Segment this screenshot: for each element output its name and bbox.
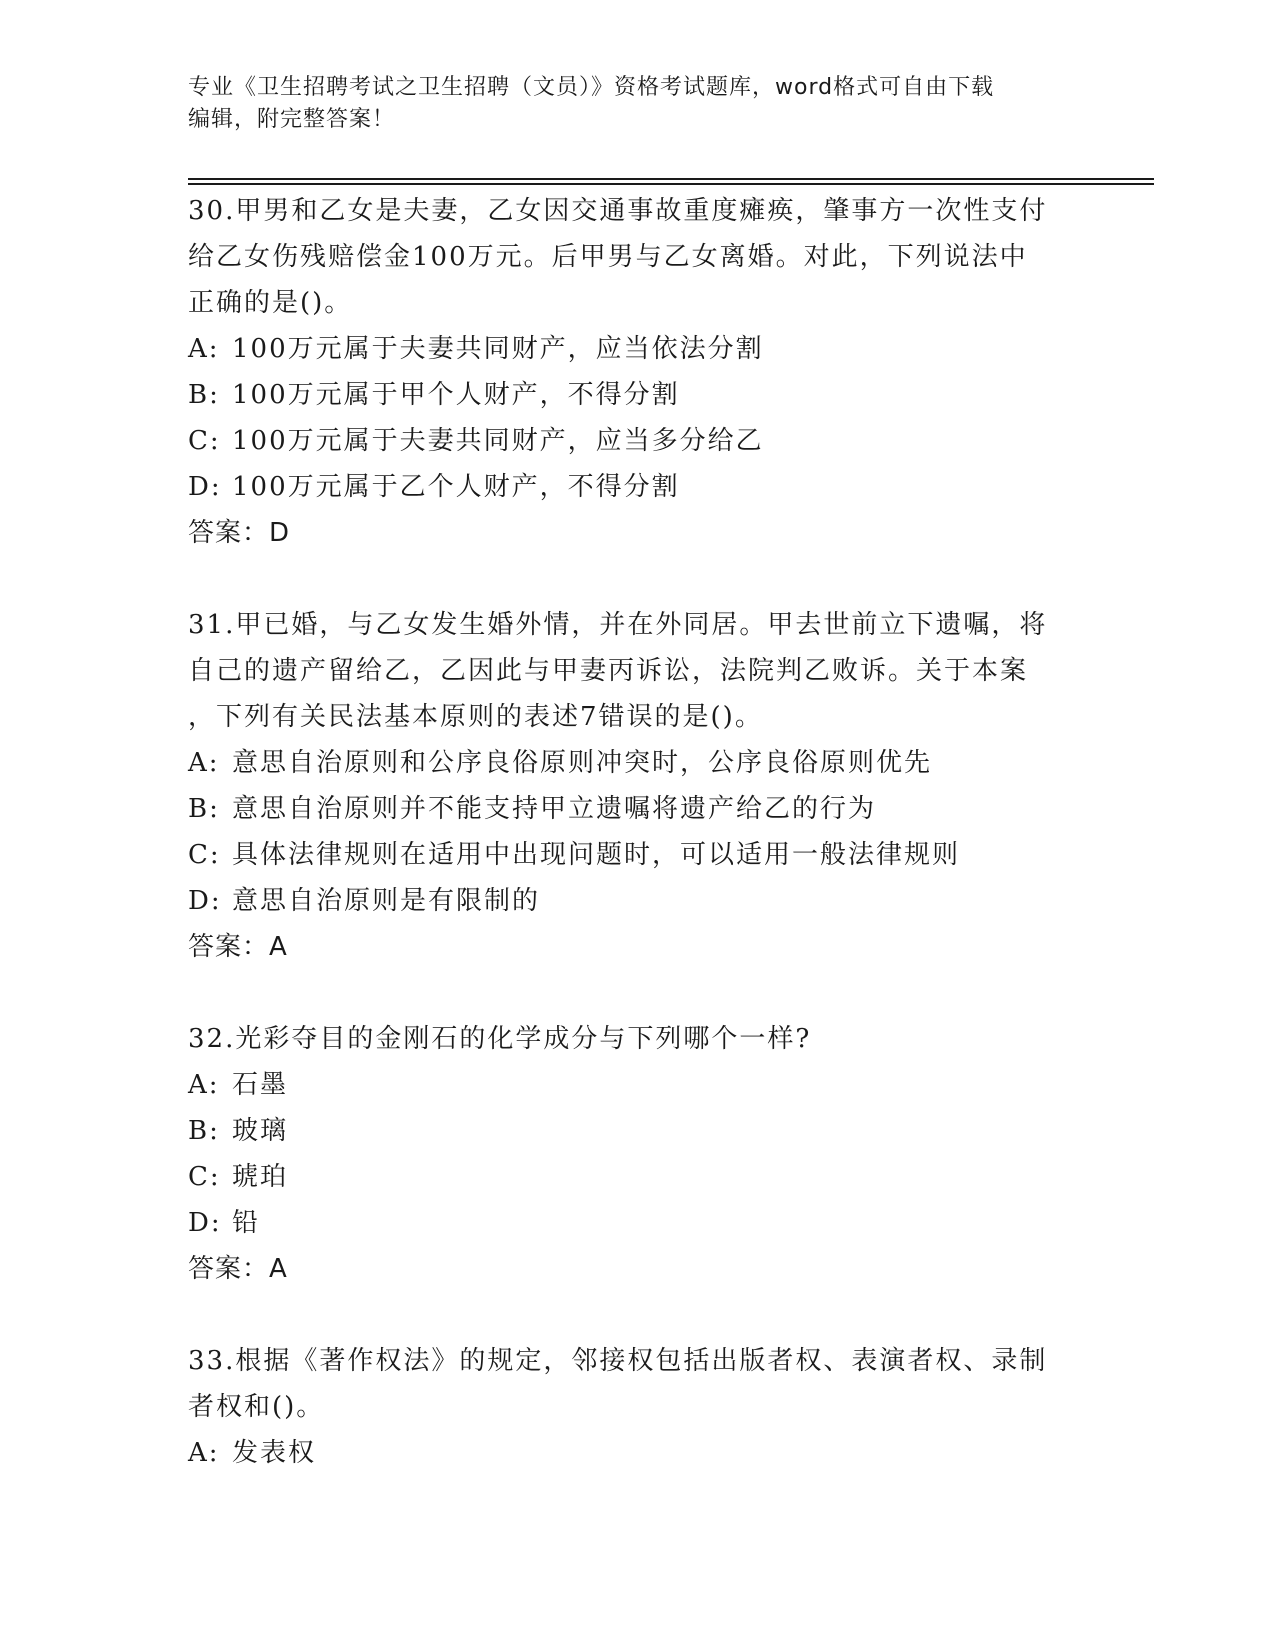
option-text: 100万元属于乙个人财产，不得分割 bbox=[232, 472, 680, 502]
option-text: 100万元属于甲个人财产，不得分割 bbox=[232, 380, 680, 410]
option-text: 玻璃 bbox=[232, 1116, 289, 1146]
question-stem-line: 32.光彩夺目的金刚石的化学成分与下列哪个一样? bbox=[188, 1024, 812, 1054]
option-text: 意思自治原则是有限制的 bbox=[232, 886, 541, 916]
answer-line: 答案：A bbox=[188, 932, 288, 962]
question-stem-line: 30.甲男和乙女是夫妻，乙女因交通事故重度瘫痪，肇事方一次性支付 bbox=[188, 196, 1048, 226]
option-key: A: bbox=[188, 1070, 220, 1100]
answer-option bbox=[188, 878, 1088, 924]
question-stem-line: 自己的遗产留给乙，乙因此与甲妻丙诉讼，法院判乙败诉。关于本案 bbox=[188, 656, 1029, 686]
question-stem-line: 给乙女伤残赔偿金100万元。后甲男与乙女离婚。对此，下列说法中 bbox=[188, 242, 1028, 272]
option-key: A: bbox=[188, 1438, 220, 1468]
option-text: 100万元属于夫妻共同财产，应当依法分割 bbox=[232, 334, 764, 364]
answer-option bbox=[188, 326, 1088, 372]
option-key: B: bbox=[188, 1116, 220, 1146]
question-stem-line: 者权和()。 bbox=[188, 1392, 325, 1422]
answer-option bbox=[188, 1430, 1088, 1476]
question-stem-line: ，下列有关民法基本原则的表述7错误的是()。 bbox=[188, 702, 763, 732]
answer-option bbox=[188, 1108, 1088, 1154]
option-text: 琥珀 bbox=[232, 1162, 289, 1192]
question-stem-line: 正确的是()。 bbox=[188, 288, 353, 318]
header-line-1: 专业《卫生招聘考试之卫生招聘（文员）》资格考试题库，word格式可自由下载 bbox=[188, 75, 995, 100]
answer-option bbox=[188, 740, 1088, 786]
answer-option bbox=[188, 786, 1088, 832]
option-key: A: bbox=[188, 748, 220, 778]
option-key: B: bbox=[188, 794, 220, 824]
answer-option bbox=[188, 464, 1088, 510]
option-key: A: bbox=[188, 334, 220, 364]
option-text: 意思自治原则并不能支持甲立遗嘱将遗产给乙的行为 bbox=[232, 794, 877, 824]
question-spacer bbox=[188, 970, 1088, 1016]
header-line-2: 编辑，附完整答案！ bbox=[188, 107, 396, 132]
answer-line: 答案：D bbox=[188, 518, 291, 548]
option-key: C: bbox=[188, 840, 221, 870]
answer-option bbox=[188, 832, 1088, 878]
option-text: 具体法律规则在适用中出现问题时，可以适用一般法律规则 bbox=[232, 840, 961, 870]
header-divider-bottom bbox=[188, 183, 1154, 185]
answer-option bbox=[188, 1154, 1088, 1200]
option-key: C: bbox=[188, 426, 221, 456]
answer-option bbox=[188, 418, 1088, 464]
answer-option bbox=[188, 1200, 1088, 1246]
option-text: 发表权 bbox=[232, 1438, 317, 1468]
question-block bbox=[188, 188, 1088, 556]
option-key: C: bbox=[188, 1162, 221, 1192]
answer-line: 答案：A bbox=[188, 1254, 288, 1284]
option-text: 100万元属于夫妻共同财产，应当多分给乙 bbox=[232, 426, 764, 456]
question-stem-line: 33.根据《著作权法》的规定，邻接权包括出版者权、表演者权、录制 bbox=[188, 1346, 1048, 1376]
document-header bbox=[188, 72, 1068, 136]
question-stem-line: 31.甲已婚，与乙女发生婚外情，并在外同居。甲去世前立下遗嘱，将 bbox=[188, 610, 1048, 640]
answer-option bbox=[188, 1062, 1088, 1108]
answer-option bbox=[188, 372, 1088, 418]
question-block bbox=[188, 1338, 1088, 1476]
option-key: B: bbox=[188, 380, 220, 410]
question-spacer bbox=[188, 1292, 1088, 1338]
header-divider-top bbox=[188, 178, 1154, 180]
option-key: D: bbox=[188, 472, 222, 502]
question-spacer bbox=[188, 556, 1088, 602]
option-text: 意思自治原则和公序良俗原则冲突时，公序良俗原则优先 bbox=[232, 748, 933, 778]
question-list bbox=[188, 188, 1088, 1476]
option-text: 铅 bbox=[232, 1208, 261, 1238]
question-block bbox=[188, 1016, 1088, 1292]
option-key: D: bbox=[188, 1208, 222, 1238]
option-text: 石墨 bbox=[232, 1070, 289, 1100]
option-key: D: bbox=[188, 886, 222, 916]
question-block bbox=[188, 602, 1088, 970]
